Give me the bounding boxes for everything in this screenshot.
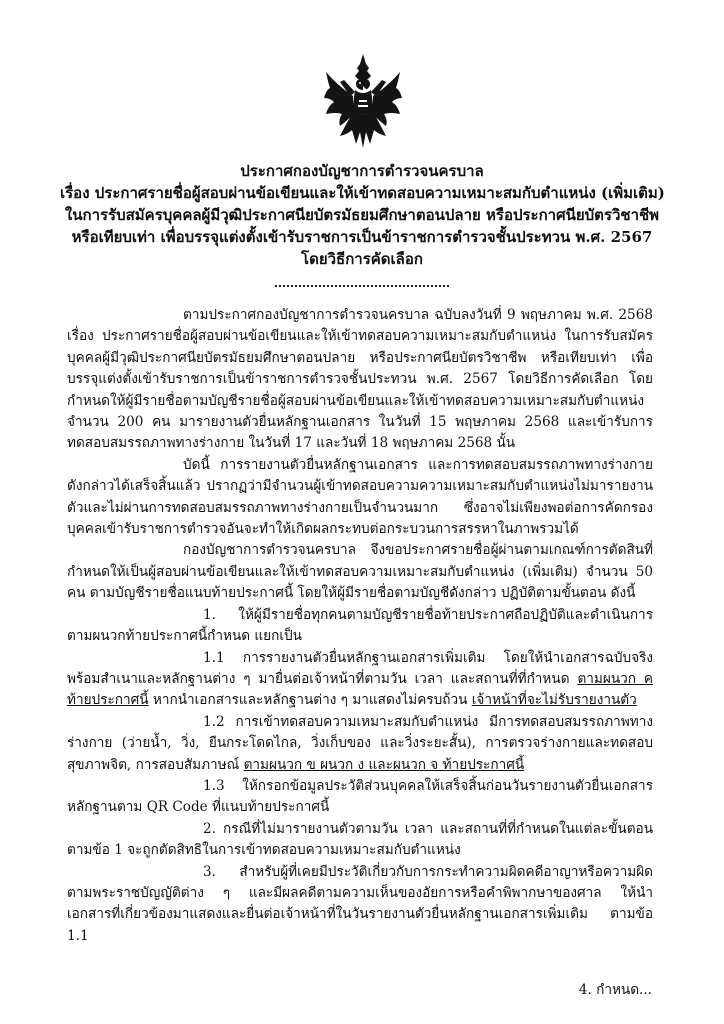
item-1-1-no-report: เจ้าหน้าที่จะไม่รับรายงานตัว [471,692,637,709]
paragraph-3: กองบัญชาการตำรวจนครบาล จึงขอประกาศรายชื่อผู้ผ่านตามเกณฑ์การตัดสินที่กำหนดให้เป็นผู้สอบผ่านข้อเขียนและให้เข้าทดสอบความเหมาะสมกับตำแหน่ง (เพิ่มเติม) จำนวน 50 คน ตามบัญชีรายชื่อแนบท้ายประกาศนี้ โดยให้ผู้มีรายชื่อตามบัญชีดังกล่าว ปฏิบัติตามขั้นตอน ดังนี้ [67,542,653,602]
dotted-divider [275,285,449,287]
continuation-note: 4. กำหนด... [578,982,652,998]
agency-title: ประกาศกองบัญชาการตำรวจนครบาล [240,162,484,180]
subject-line-4: โดยวิธีการคัดเลือก [301,250,423,268]
subject-line-1: เรื่อง ประกาศรายชื่อผู้สอบผ่านข้อเขียนและให้เข้าทดสอบความเหมาะสมกับตำแหน่ง (เพิ่มเติม) [60,184,665,202]
item-1-2-text: 1.2 การเข้าทดสอบความเหมาะสมกับตำแหน่ง มีการทดสอบสมรรถภาพทางร่างกาย (ว่ายน้ำ, วิ่ง, ยืนกระโดดไกล, วิ่งเก็บของ และวิ่งระยะสั้น), การตรวจร่างกายและทดสอบสุขภาพจิต, การสอบสัมภาษณ์ [67,713,653,773]
paragraph-1: ตามประกาศกองบัญชาการตำรวจนครบาล ฉบับลงวันที่ 9 พฤษภาคม พ.ศ. 2568 เรื่อง ประกาศรายชื่อผู้สอบผ่านข้อเขียนและให้เข้าทดสอบความเหมาะสมกับตำแหน่ง ในการรับสมัครบุคคลผู้มีวุฒิประกาศนียบัตรมัธยมศึกษาตอนปลาย หรือประกาศนียบัตรวิชาชีพ หรือเทียบเท่า เพื่อบรรจุแต่งตั้งเข้ารับราชการเป็นข้าราชการตำรวจชั้นประทวน พ.ศ. 2567 โดยวิธีการคัดเลือก โดยกำหนดให้ผู้มีรายชื่อตามบัญชีรายชื่อผู้สอบผ่านข้อเขียนและให้เข้าทดสอบความเหมาะสมกับตำแหน่ง จำนวน 200 คน มารายงานตัวยื่นหลักฐานเอกสาร ในวันที่ 15 พฤษภาคม 2568 และเข้ารับการทดสอบสมรรถภาพทางร่างกาย ในวันที่ 17 และวันที่ 18 พฤษภาคม 2568 นั้น [67,307,653,452]
paragraph-2: บัดนี้ การรายงานตัวยื่นหลักฐานเอกสาร และการทดสอบสมรรถภาพทางร่างกายดังกล่าวได้เสร็จสิ้นแล้ว ปรากฏว่ามีจำนวนผู้เข้าทดสอบความความเหมาะสมกับตำแหน่งไม่มารายงานตัวและไม่ผ่านการทดสอบสมรรถภาพทางร่างกายเป็นจำนวนมาก ซึ่งอาจไม่เพียงพอต่อการคัดกรองบุคคลเข้ารับราชการตำรวจอันจะทำให้เกิดผลกระทบต่อกระบวนการสรรหาในภาพรวมได้ [67,456,653,538]
item-1-2 [67,712,653,776]
item-1-2-annexes: ตามผนวก ข ผนวก ง และผนวก จ ท้ายประกาศนี้ [243,756,525,773]
item-1-3: 1.3 ให้กรอกข้อมูลประวัติส่วนบุคคลให้เสร็จสิ้นก่อนวันรายงานตัวยื่นเอกสารหลักฐานตาม QR Code ที่แนบท้ายประกาศนี้ [67,777,653,816]
item-1-1 [67,648,653,712]
garuda-emblem-icon [322,52,404,152]
item-1: 1. ให้ผู้มีรายชื่อทุกคนตามบัญชีรายชื่อท้ายประกาศถือปฏิบัติและดำเนินการตามผนวกท้ายประกาศนี้กำหนด แยกเป็น [67,606,653,645]
item-1-1-annex-c: ตามผนวก ค ท้ายประกาศนี้ [67,670,653,709]
document-body [67,305,653,947]
subject-line-2: ในการรับสมัครบุคคลผู้มีวุฒิประกาศนียบัตรมัธยมศึกษาตอนปลาย หรือประกาศนียบัตรวิชาชีพ [64,206,660,224]
subject-line-3: หรือเทียบเท่า เพื่อบรรจุแต่งตั้งเข้ารับราชการเป็นข้าราชการตำรวจชั้นประทวน พ.ศ. 2567 [71,228,653,246]
item-2: 2. กรณีที่ไม่มารายงานตัวตามวัน เวลา และสถานที่ที่กำหนดในแต่ละขั้นตอนตามข้อ 1 จะถูกตัดสิทธิในการเข้าทดสอบความเหมาะสมกับตำแหน่ง [67,820,653,859]
document-header [60,160,664,270]
item-1-1-text-b: หากนำเอกสารและหลักฐานต่าง ๆ มาแสดงไม่ครบถ้วน [148,692,472,709]
item-3: 3. สำหรับผู้ที่เคยมีประวัติเกี่ยวกับการกระทำความผิดคดีอาญาหรือความผิดตามพระราชบัญญัติต่าง ๆ และมีผลคดีตามความเห็นของอัยการหรือคำพิพากษาของศาล ให้นำเอกสารที่เกี่ยวข้องมาแสดงและยื่นต่อเจ้าหน้าที่ในวันรายงานตัวยื่นหลักฐานเอกสารเพิ่มเติม ตามข้อ 1.1 [67,863,653,944]
item-1-1-text-a: 1.1 การรายงานตัวยื่นหลักฐานเอกสารเพิ่มเติม โดยให้นำเอกสารฉบับจริงพร้อมสำเนาและหลักฐานต่าง ๆ มายื่นต่อเจ้าหน้าที่ตามวัน เวลา และสถานที่ที่กำหนด [67,649,653,687]
